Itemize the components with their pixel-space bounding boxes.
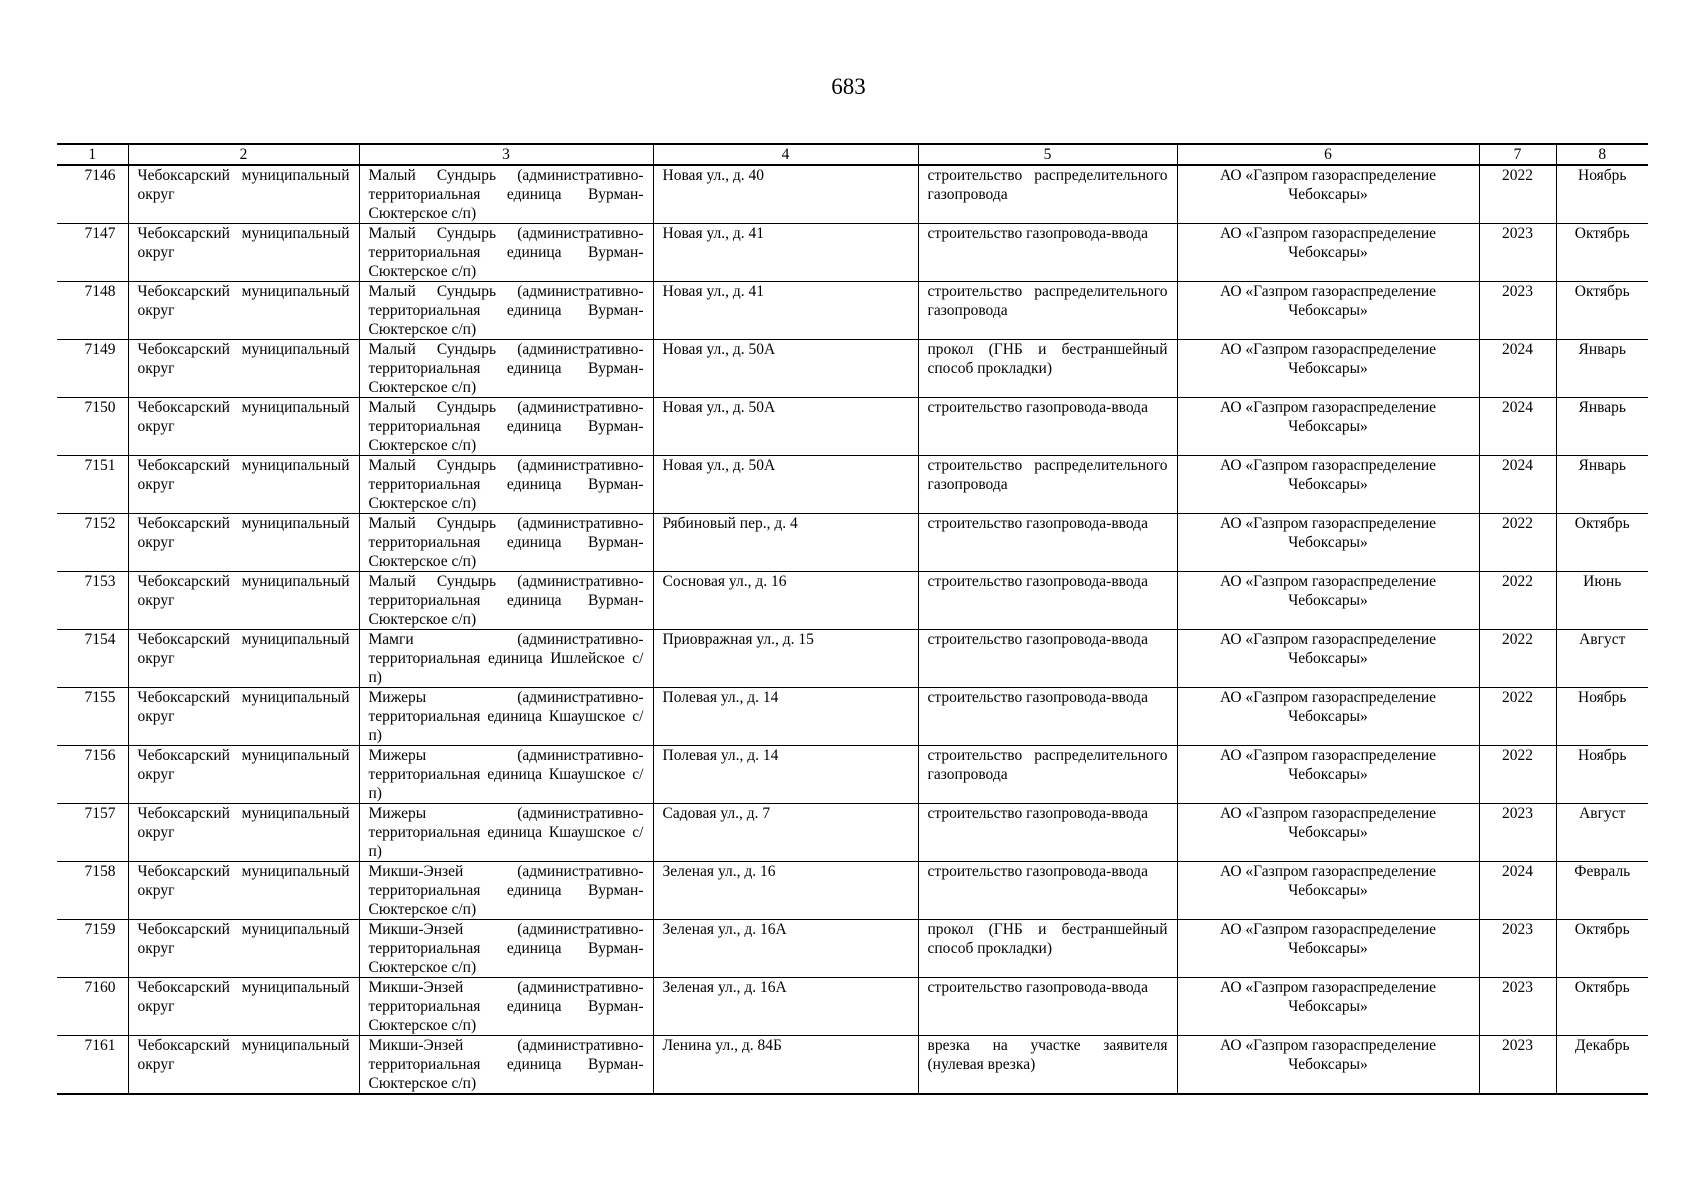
district-cell: Чебоксарский муниципальный округ xyxy=(128,282,359,340)
row-number: 7147 xyxy=(57,224,128,282)
address-cell: Новая ул., д. 50А xyxy=(653,456,918,514)
organization-cell: АО «Газпром газораспределение Чебоксары» xyxy=(1177,282,1479,340)
work-type-cell: строительство газопровода-ввода xyxy=(918,514,1177,572)
row-number: 7149 xyxy=(57,340,128,398)
month-cell: Октябрь xyxy=(1556,224,1648,282)
address-cell: Рябиновый пер., д. 4 xyxy=(653,514,918,572)
address-cell: Садовая ул., д. 7 xyxy=(653,804,918,862)
locality-cell: Микши-Энзей (административно-территориальная единица Вурман-Сюктерское с/п) xyxy=(359,862,653,920)
locality-cell: Малый Сундырь (административно-территориальная единица Вурман-Сюктерское с/п) xyxy=(359,456,653,514)
table-row xyxy=(57,978,1648,1036)
work-type-cell: строительство распределительного газопровода xyxy=(918,282,1177,340)
row-number: 7151 xyxy=(57,456,128,514)
address-cell: Полевая ул., д. 14 xyxy=(653,688,918,746)
district-cell: Чебоксарский муниципальный округ xyxy=(128,456,359,514)
locality-cell: Малый Сундырь (административно-территориальная единица Вурман-Сюктерское с/п) xyxy=(359,572,653,630)
column-number-row xyxy=(57,144,1648,165)
column-header-5: 5 xyxy=(918,144,1177,165)
month-cell: Февраль xyxy=(1556,862,1648,920)
work-type-cell: строительство газопровода-ввода xyxy=(918,688,1177,746)
page-number: 683 xyxy=(831,74,866,99)
month-cell: Ноябрь xyxy=(1556,746,1648,804)
year-cell: 2022 xyxy=(1479,514,1556,572)
address-cell: Ленина ул., д. 84Б xyxy=(653,1036,918,1095)
month-cell: Октябрь xyxy=(1556,514,1648,572)
work-type-cell: строительство газопровода-ввода xyxy=(918,572,1177,630)
locality-cell: Малый Сундырь (административно-территориальная единица Вурман-Сюктерское с/п) xyxy=(359,340,653,398)
year-cell: 2022 xyxy=(1479,630,1556,688)
organization-cell: АО «Газпром газораспределение Чебоксары» xyxy=(1177,398,1479,456)
locality-cell: Малый Сундырь (административно-территориальная единица Вурман-Сюктерское с/п) xyxy=(359,514,653,572)
locality-cell: Микши-Энзей (административно-территориальная единица Вурман-Сюктерское с/п) xyxy=(359,978,653,1036)
column-header-1: 1 xyxy=(57,144,128,165)
table-row xyxy=(57,688,1648,746)
row-number: 7148 xyxy=(57,282,128,340)
year-cell: 2024 xyxy=(1479,398,1556,456)
table-row xyxy=(57,224,1648,282)
row-number: 7159 xyxy=(57,920,128,978)
address-cell: Зеленая ул., д. 16А xyxy=(653,978,918,1036)
work-type-cell: строительство газопровода-ввода xyxy=(918,224,1177,282)
year-cell: 2022 xyxy=(1479,746,1556,804)
address-cell: Новая ул., д. 40 xyxy=(653,165,918,224)
row-number: 7156 xyxy=(57,746,128,804)
row-number: 7155 xyxy=(57,688,128,746)
work-type-cell: строительство газопровода-ввода xyxy=(918,978,1177,1036)
month-cell: Ноябрь xyxy=(1556,688,1648,746)
month-cell: Январь xyxy=(1556,456,1648,514)
column-header-3: 3 xyxy=(359,144,653,165)
organization-cell: АО «Газпром газораспределение Чебоксары» xyxy=(1177,920,1479,978)
district-cell: Чебоксарский муниципальный округ xyxy=(128,165,359,224)
locality-cell: Мижеры (административно-территориальная единица Кшаушское с/п) xyxy=(359,688,653,746)
district-cell: Чебоксарский муниципальный округ xyxy=(128,920,359,978)
work-type-cell: врезка на участке заявителя (нулевая врезка) xyxy=(918,1036,1177,1095)
locality-cell: Мижеры (административно-территориальная единица Кшаушское с/п) xyxy=(359,804,653,862)
work-type-cell: строительство газопровода-ввода xyxy=(918,630,1177,688)
district-cell: Чебоксарский муниципальный округ xyxy=(128,572,359,630)
year-cell: 2023 xyxy=(1479,978,1556,1036)
column-header-4: 4 xyxy=(653,144,918,165)
table-row xyxy=(57,572,1648,630)
month-cell: Январь xyxy=(1556,398,1648,456)
locality-cell: Малый Сундырь (административно-территориальная единица Вурман-Сюктерское с/п) xyxy=(359,165,653,224)
table-row xyxy=(57,1036,1648,1095)
district-cell: Чебоксарский муниципальный округ xyxy=(128,804,359,862)
month-cell: Июнь xyxy=(1556,572,1648,630)
organization-cell: АО «Газпром газораспределение Чебоксары» xyxy=(1177,630,1479,688)
locality-cell: Малый Сундырь (административно-территориальная единица Вурман-Сюктерское с/п) xyxy=(359,282,653,340)
organization-cell: АО «Газпром газораспределение Чебоксары» xyxy=(1177,224,1479,282)
work-type-cell: прокол (ГНБ и бестраншейный способ прокладки) xyxy=(918,920,1177,978)
year-cell: 2022 xyxy=(1479,165,1556,224)
district-cell: Чебоксарский муниципальный округ xyxy=(128,514,359,572)
row-number: 7150 xyxy=(57,398,128,456)
address-cell: Новая ул., д. 50А xyxy=(653,340,918,398)
locality-cell: Микши-Энзей (административно-территориальная единица Вурман-Сюктерское с/п) xyxy=(359,1036,653,1095)
row-number: 7157 xyxy=(57,804,128,862)
address-cell: Приовражная ул., д. 15 xyxy=(653,630,918,688)
table-row xyxy=(57,282,1648,340)
year-cell: 2022 xyxy=(1479,688,1556,746)
month-cell: Август xyxy=(1556,804,1648,862)
address-cell: Новая ул., д. 41 xyxy=(653,224,918,282)
locality-cell: Мижеры (административно-территориальная единица Кшаушское с/п) xyxy=(359,746,653,804)
year-cell: 2023 xyxy=(1479,224,1556,282)
year-cell: 2024 xyxy=(1479,340,1556,398)
month-cell: Октябрь xyxy=(1556,920,1648,978)
organization-cell: АО «Газпром газораспределение Чебоксары» xyxy=(1177,165,1479,224)
address-cell: Новая ул., д. 41 xyxy=(653,282,918,340)
locality-cell: Малый Сундырь (административно-территориальная единица Вурман-Сюктерское с/п) xyxy=(359,224,653,282)
work-type-cell: строительство газопровода-ввода xyxy=(918,862,1177,920)
district-cell: Чебоксарский муниципальный округ xyxy=(128,630,359,688)
organization-cell: АО «Газпром газораспределение Чебоксары» xyxy=(1177,340,1479,398)
work-type-cell: строительство газопровода-ввода xyxy=(918,398,1177,456)
year-cell: 2023 xyxy=(1479,282,1556,340)
table-row xyxy=(57,804,1648,862)
year-cell: 2024 xyxy=(1479,456,1556,514)
month-cell: Январь xyxy=(1556,340,1648,398)
column-header-8: 8 xyxy=(1556,144,1648,165)
row-number: 7153 xyxy=(57,572,128,630)
district-cell: Чебоксарский муниципальный округ xyxy=(128,398,359,456)
table-row xyxy=(57,920,1648,978)
table-row xyxy=(57,340,1648,398)
table-row xyxy=(57,746,1648,804)
organization-cell: АО «Газпром газораспределение Чебоксары» xyxy=(1177,514,1479,572)
organization-cell: АО «Газпром газораспределение Чебоксары» xyxy=(1177,1036,1479,1095)
organization-cell: АО «Газпром газораспределение Чебоксары» xyxy=(1177,862,1479,920)
month-cell: Декабрь xyxy=(1556,1036,1648,1095)
district-cell: Чебоксарский муниципальный округ xyxy=(128,746,359,804)
row-number: 7152 xyxy=(57,514,128,572)
row-number: 7146 xyxy=(57,165,128,224)
work-type-cell: прокол (ГНБ и бестраншейный способ прокладки) xyxy=(918,340,1177,398)
table-row xyxy=(57,165,1648,224)
column-header-7: 7 xyxy=(1479,144,1556,165)
year-cell: 2023 xyxy=(1479,1036,1556,1095)
organization-cell: АО «Газпром газораспределение Чебоксары» xyxy=(1177,746,1479,804)
table-row xyxy=(57,398,1648,456)
month-cell: Август xyxy=(1556,630,1648,688)
table-row xyxy=(57,862,1648,920)
column-header-6: 6 xyxy=(1177,144,1479,165)
locality-cell: Мамги (административно-территориальная единица Ишлейское с/п) xyxy=(359,630,653,688)
address-cell: Новая ул., д. 50А xyxy=(653,398,918,456)
organization-cell: АО «Газпром газораспределение Чебоксары» xyxy=(1177,978,1479,1036)
work-type-cell: строительство распределительного газопровода xyxy=(918,165,1177,224)
organization-cell: АО «Газпром газораспределение Чебоксары» xyxy=(1177,804,1479,862)
table-row xyxy=(57,456,1648,514)
work-type-cell: строительство распределительного газопровода xyxy=(918,746,1177,804)
gasification-table xyxy=(57,143,1648,1095)
organization-cell: АО «Газпром газораспределение Чебоксары» xyxy=(1177,572,1479,630)
month-cell: Октябрь xyxy=(1556,978,1648,1036)
table-row xyxy=(57,514,1648,572)
row-number: 7161 xyxy=(57,1036,128,1095)
month-cell: Ноябрь xyxy=(1556,165,1648,224)
district-cell: Чебоксарский муниципальный округ xyxy=(128,978,359,1036)
work-type-cell: строительство распределительного газопровода xyxy=(918,456,1177,514)
row-number: 7154 xyxy=(57,630,128,688)
column-header-2: 2 xyxy=(128,144,359,165)
row-number: 7158 xyxy=(57,862,128,920)
year-cell: 2022 xyxy=(1479,572,1556,630)
district-cell: Чебоксарский муниципальный округ xyxy=(128,688,359,746)
address-cell: Сосновая ул., д. 16 xyxy=(653,572,918,630)
district-cell: Чебоксарский муниципальный округ xyxy=(128,340,359,398)
district-cell: Чебоксарский муниципальный округ xyxy=(128,1036,359,1095)
address-cell: Зеленая ул., д. 16А xyxy=(653,920,918,978)
address-cell: Зеленая ул., д. 16 xyxy=(653,862,918,920)
locality-cell: Микши-Энзей (административно-территориальная единица Вурман-Сюктерское с/п) xyxy=(359,920,653,978)
district-cell: Чебоксарский муниципальный округ xyxy=(128,862,359,920)
organization-cell: АО «Газпром газораспределение Чебоксары» xyxy=(1177,456,1479,514)
address-cell: Полевая ул., д. 14 xyxy=(653,746,918,804)
locality-cell: Малый Сундырь (административно-территориальная единица Вурман-Сюктерское с/п) xyxy=(359,398,653,456)
row-number: 7160 xyxy=(57,978,128,1036)
organization-cell: АО «Газпром газораспределение Чебоксары» xyxy=(1177,688,1479,746)
work-type-cell: строительство газопровода-ввода xyxy=(918,804,1177,862)
month-cell: Октябрь xyxy=(1556,282,1648,340)
year-cell: 2023 xyxy=(1479,920,1556,978)
table-row xyxy=(57,630,1648,688)
district-cell: Чебоксарский муниципальный округ xyxy=(128,224,359,282)
year-cell: 2024 xyxy=(1479,862,1556,920)
year-cell: 2023 xyxy=(1479,804,1556,862)
